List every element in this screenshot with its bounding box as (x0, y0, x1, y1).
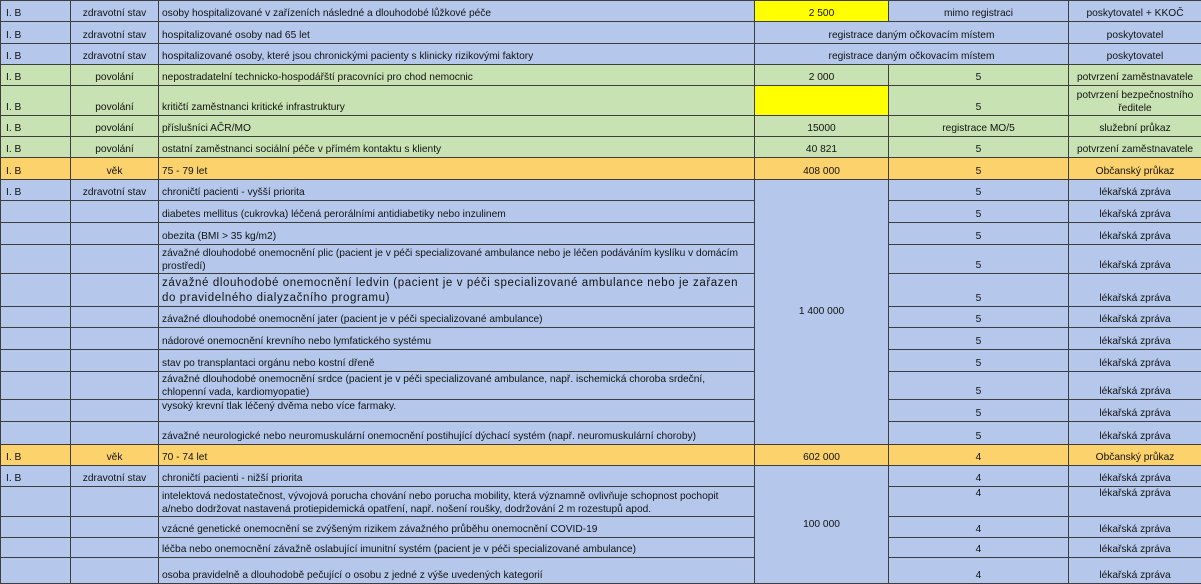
description-cell: vzácné genetické onemocnění se zvýšeným rizikem závažného průběhu onemocnění COVID-19 (159, 517, 755, 538)
registration-cell: 5 (889, 137, 1069, 158)
description-cell: osoba pravidelně a dlouhodobě pečující o osobu z jedné z výše uvedených kategorií (159, 558, 755, 584)
description-cell: obezita (BMI > 35 kg/m2) (159, 223, 755, 245)
category-cell (71, 328, 159, 350)
category-cell (71, 400, 159, 422)
proof-cell: lékařská zpráva (1069, 422, 1201, 445)
proof-cell: lékařská zpráva (1069, 400, 1201, 422)
table-row (1, 487, 1201, 517)
category-cell: zdravotní stav (71, 44, 159, 65)
description-cell: nádorové onemocnění krevního nebo lymfatického systému (159, 328, 755, 350)
count-cell: 2 500 (755, 1, 889, 22)
registration-cell: 5 (889, 400, 1069, 422)
registration-cell: 5 (889, 245, 1069, 274)
registration-cell: 5 (889, 201, 1069, 223)
registration-cell: 4 (889, 538, 1069, 558)
group-cell (1, 201, 71, 223)
proof-cell: poskytovatel (1069, 44, 1201, 65)
proof-cell: lékařská zpráva (1069, 487, 1201, 517)
table-row (1, 558, 1201, 584)
group-cell: I. B (1, 180, 71, 201)
table-row (1, 158, 1201, 180)
registration-cell: 5 (889, 86, 1069, 116)
group-cell: I. B (1, 466, 71, 487)
description-cell: vysoký krevní tlak léčený dvěma nebo více farmaky. (159, 400, 755, 422)
table-row (1, 201, 1201, 223)
description-cell: osoby hospitalizované v zařízeních následné a dlouhodobé lůžkové péče (159, 1, 755, 22)
category-cell (71, 307, 159, 328)
count-cell (755, 86, 889, 116)
description-cell: příslušníci AČR/MO (159, 116, 755, 137)
proof-cell: lékařská zpráva (1069, 307, 1201, 328)
registration-cell: 5 (889, 274, 1069, 307)
description-cell: nepostradatelní technicko-hospodářští pracovníci pro chod nemocnic (159, 65, 755, 86)
proof-cell: potvrzení zaměstnavatele (1069, 65, 1201, 86)
group-cell: I. B (1, 158, 71, 180)
group-cell (1, 245, 71, 274)
registration-cell: 5 (889, 65, 1069, 86)
proof-cell: poskytovatel (1069, 22, 1201, 44)
proof-cell: Občanský průkaz (1069, 445, 1201, 466)
registration-cell: 5 (889, 372, 1069, 400)
category-cell: povolání (71, 137, 159, 158)
proof-cell: Občanský průkaz (1069, 158, 1201, 180)
proof-cell: lékařská zpráva (1069, 245, 1201, 274)
table-row (1, 44, 1201, 65)
description-cell: chroničtí pacienti - vyšší priorita (159, 180, 755, 201)
registration-cell: 5 (889, 307, 1069, 328)
table-row (1, 466, 1201, 487)
proof-cell: lékařská zpráva (1069, 466, 1201, 487)
description-cell: závažné dlouhodobé onemocnění plic (pacient je v péči specializované ambulance nebo je léčen podáváním kyslíku v domácím prostředí) (159, 245, 755, 274)
group-cell: I. B (1, 1, 71, 22)
registration-cell: 4 (889, 466, 1069, 487)
description-cell: závažné dlouhodobé onemocnění srdce (pacient je v péči specializované ambulance, např. ischemická choroba srdeční, chlopenní vada, kardiomyopatie) (159, 372, 755, 400)
proof-cell: lékařská zpráva (1069, 517, 1201, 538)
description-cell: 75 - 79 let (159, 158, 755, 180)
proof-cell: lékařská zpráva (1069, 328, 1201, 350)
proof-cell: lékařská zpráva (1069, 558, 1201, 584)
description-cell: ostatní zaměstnanci sociální péče v přímém kontaktu s klienty (159, 137, 755, 158)
group-cell (1, 350, 71, 372)
description-cell: závažné dlouhodobé onemocnění jater (pacient je v péči specializované ambulance) (159, 307, 755, 328)
registration-merged-cell: registrace daným očkovacím místem (755, 44, 1069, 65)
category-cell: zdravotní stav (71, 180, 159, 201)
group-cell (1, 422, 71, 445)
table-row (1, 1, 1201, 22)
table-row (1, 328, 1201, 350)
table-row (1, 245, 1201, 274)
proof-cell: služební průkaz (1069, 116, 1201, 137)
category-cell: povolání (71, 86, 159, 116)
category-cell (71, 422, 159, 445)
table-row (1, 350, 1201, 372)
group-cell (1, 274, 71, 307)
table-row (1, 65, 1201, 86)
group-cell (1, 400, 71, 422)
table-row (1, 372, 1201, 400)
registration-merged-cell: registrace daným očkovacím místem (755, 22, 1069, 44)
table-row (1, 538, 1201, 558)
registration-cell: 5 (889, 328, 1069, 350)
group-cell: I. B (1, 116, 71, 137)
category-cell: věk (71, 158, 159, 180)
table-row (1, 445, 1201, 466)
group-cell: I. B (1, 137, 71, 158)
count-cell: 2 000 (755, 65, 889, 86)
category-cell (71, 201, 159, 223)
category-cell (71, 372, 159, 400)
category-cell (71, 487, 159, 517)
description-cell: závažné neurologické nebo neuromuskulární onemocnění postihující dýchací systém (např. neuromuskulární choroby) (159, 422, 755, 445)
category-cell (71, 538, 159, 558)
description-cell: kritičtí zaměstnanci kritické infrastruktury (159, 86, 755, 116)
group-cell (1, 372, 71, 400)
count-merged-cell: 100 000 (755, 466, 889, 584)
count-merged-cell: 1 400 000 (755, 180, 889, 445)
table-row (1, 137, 1201, 158)
count-cell: 602 000 (755, 445, 889, 466)
table-row (1, 422, 1201, 445)
category-cell: zdravotní stav (71, 1, 159, 22)
table-row (1, 116, 1201, 137)
registration-cell: 5 (889, 350, 1069, 372)
proof-cell: lékařská zpráva (1069, 274, 1201, 307)
group-cell (1, 223, 71, 245)
description-cell: hospitalizované osoby, které jsou chronickými pacienty s klinicky rizikovými faktory (159, 44, 755, 65)
group-cell: I. B (1, 65, 71, 86)
group-cell (1, 328, 71, 350)
table-row (1, 400, 1201, 422)
group-cell: I. B (1, 44, 71, 65)
group-cell (1, 307, 71, 328)
proof-cell: lékařská zpráva (1069, 372, 1201, 400)
registration-cell: 4 (889, 517, 1069, 538)
proof-cell: potvrzení bezpečnostního ředitele (1069, 86, 1201, 116)
group-cell: I. B (1, 22, 71, 44)
proof-cell: lékařská zpráva (1069, 180, 1201, 201)
count-cell: 15000 (755, 116, 889, 137)
category-cell: povolání (71, 65, 159, 86)
description-cell: 70 - 74 let (159, 445, 755, 466)
table-row (1, 307, 1201, 328)
category-cell (71, 350, 159, 372)
description-cell: závažné dlouhodobé onemocnění ledvin (pacient je v péči specializované ambulance nebo je zařazen do pravidelného dialyzačního programu) (159, 274, 755, 307)
registration-cell: 5 (889, 422, 1069, 445)
proof-cell: potvrzení zaměstnavatele (1069, 137, 1201, 158)
description-cell: stav po transplantaci orgánu nebo kostní dřeně (159, 350, 755, 372)
category-cell (71, 274, 159, 307)
proof-cell: lékařská zpráva (1069, 350, 1201, 372)
registration-cell: 4 (889, 445, 1069, 466)
category-cell (71, 517, 159, 538)
group-cell (1, 487, 71, 517)
table-row (1, 274, 1201, 307)
description-cell: chroničtí pacienti - nižší priorita (159, 466, 755, 487)
category-cell (71, 245, 159, 274)
count-cell: 408 000 (755, 158, 889, 180)
registration-cell: 5 (889, 158, 1069, 180)
group-cell: I. B (1, 86, 71, 116)
category-cell: věk (71, 445, 159, 466)
table-row (1, 22, 1201, 44)
category-cell: zdravotní stav (71, 22, 159, 44)
group-cell: I. B (1, 445, 71, 466)
proof-cell: lékařská zpráva (1069, 538, 1201, 558)
category-cell: zdravotní stav (71, 466, 159, 487)
group-cell (1, 558, 71, 584)
category-cell: povolání (71, 116, 159, 137)
group-cell (1, 517, 71, 538)
registration-cell: 4 (889, 558, 1069, 584)
table-row (1, 86, 1201, 116)
table-row (1, 223, 1201, 245)
description-cell: diabetes mellitus (cukrovka) léčená perorálními antidiabetiky nebo inzulinem (159, 201, 755, 223)
registration-cell: 4 (889, 487, 1069, 517)
category-cell (71, 558, 159, 584)
description-cell: intelektová nedostatečnost, vývojová porucha chování nebo porucha mobility, která významně ovlivňuje schopnost pochopit a/nebo dodržovat nastavená protiepidemická opatření, např. nošení roušky, dodržování 2 m rozestupů apod. (159, 487, 755, 517)
count-cell: 40 821 (755, 137, 889, 158)
registration-cell: 5 (889, 223, 1069, 245)
description-cell: léčba nebo onemocnění závažně oslabující imunitní systém (pacient je v péči specializované ambulance) (159, 538, 755, 558)
description-cell: hospitalizované osoby nad 65 let (159, 22, 755, 44)
proof-cell: poskytovatel + KKOČ (1069, 1, 1201, 22)
registration-cell: registrace MO/5 (889, 116, 1069, 137)
table-row (1, 517, 1201, 538)
table-row (1, 180, 1201, 201)
category-cell (71, 223, 159, 245)
group-cell (1, 538, 71, 558)
registration-cell: mimo registraci (889, 1, 1069, 22)
registration-cell: 5 (889, 180, 1069, 201)
proof-cell: lékařská zpráva (1069, 201, 1201, 223)
proof-cell: lékařská zpráva (1069, 223, 1201, 245)
